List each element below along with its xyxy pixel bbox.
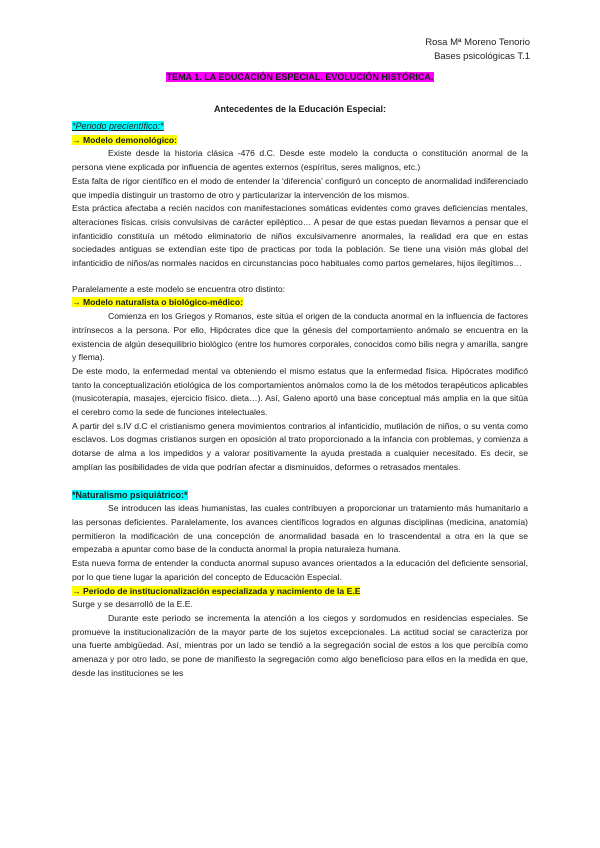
paragraph: Esta falta de rigor científico en el modo de entender la ‘diferencia’ configuró un concepto de anormalidad indiferenciado que impedía distinguir un trastorno de otro y particularizar la intervención de los mismos. — [72, 175, 528, 200]
page-header — [425, 36, 530, 64]
heading-periodo-precientifico: *Periodo precientífico:* — [72, 121, 164, 131]
author-name: Rosa Mª Moreno Tenorio — [425, 37, 530, 48]
document-body — [72, 114, 528, 680]
paragraph: Existe desde la historia clásica -476 d.C. Desde este modelo la conducta o constitución anormal de la persona viene explicada por influencia de agentes externos (espíritus, seres malignos, etc.) — [72, 148, 528, 173]
paragraph: Esta práctica afectaba a recién nacidos con manifestaciones somáticas evidentes como graves deficiencias mentales, alteraciones físicas. crisis convulsivas de carácter epiléptico… A pesar de que estas puedan llevarnos a pensar que el infanticidio constituía un método eliminatorio de niños exculsivamenre anormales, la realidad era que en estas sociedades antiguas se extendían este tipo de practicas por toda la población. Se tiene una visión más global del infanticidio de niños/as normales nacidos en circunstancias poco habituales como partos gemelares, hijos ilegítimos… — [72, 203, 528, 269]
paragraph: De este modo, la enfermedad mental va obteniendo el mismo estatus que la enfermedad física. Hipócrates modificó tanto la conceptualización etiológica de los comportamientos anómalos como la de los métodos terapéuticos aplicables (musicoterapia, masajes, ejercicio físico. dieta…). Así, Galeno aportó una base conceptual más amplia en la que sitúa el cerebro como la sede de funciones intelectuales. — [72, 365, 528, 418]
paragraph: Durante este periodo se incrementa la atención a los ciegos y sordomudos en residencias especiales. Se promueve la institucionalización de la mayor parte de los sujetos excepcionales. La actitud social se caracteriza por una fuerte ambigüedad. Así, mientras por un lado se tendió a la segregación social de estos a los que percibía como amenaza y por otro lado, se pone de manifiesto la segregación como algo beneficioso para ellos en la medida en que, desde las instituciones se les — [72, 612, 528, 678]
paragraph: Se introducen las ideas humanistas, las cuales contribuyen a proporcionar un tratamiento más humanitario a las personas deficientes. Paralelamente, los avances científicos logrados en algunas disciplinas (medicina, anatomía) permitieron la modificación de una concepción de anormalidad basada en lo trascendental a otra en la que se empezaba a apuntar como base de la conducta anormal la propia naturaleza humana. — [72, 503, 528, 555]
section-subtitle: Antecedentes de la Educación Especial: — [213, 104, 387, 114]
heading-modelo-demonologico: → Modelo demonológico: — [72, 134, 178, 145]
document-title-text: TEMA 1. LA EDUCACIÓN ESPECIAL. EVOLUCIÓN HISTÓRICA. — [166, 72, 434, 82]
paragraph: Surge y se desarrolló de la E.E. — [72, 599, 193, 610]
heading-modelo-naturalista: → Modelo naturalista o biológico-médico: — [72, 297, 243, 308]
heading-periodo-institucionalizacion: → Periodo de institucionalización especializada y nacimiento de la E.E — [72, 585, 361, 596]
paragraph: Comienza en los Griegos y Romanos, este sitúa el origen de la conducta anormal en la influencia de factores intrínsecos a la persona. Por ello, Hipócrates dice que la génesis del comportamiento anómalo se encuentra en la existencia de algún desequilibrio biológico (entre los humores corporales, conocidos como bilis negra y amarilla, sangre y flema). — [72, 311, 528, 363]
course-name: Bases psicológicas T.1 — [434, 51, 530, 62]
heading-naturalismo-psiquiatrico: *Naturalismo psiquiátrico:* — [72, 489, 188, 500]
document-title — [0, 72, 600, 82]
paragraph: A partir del s.IV d.C el cristianismo genera movimientos contrarios al infanticidio, mutilación de niños, o su venta como esclavos. Los dogmas cristianos surgen en oposición al trato proporcionado a la infancia con problemas, y comienza a dotarse de alma a los impedidos y a valorar positivamente la ayuda prestada a cualquier necesitado. Es decir, se amplían las posibilidades de vida que podrían afectar a disminuidos, deformes o retrasados mentales. — [72, 420, 528, 472]
paragraph: Paralelamente a este modelo se encuentra otro distinto: — [72, 283, 286, 294]
paragraph: Esta nueva forma de entender la conducta anormal supuso avances orientados a la educación del deficiente sensorial, por lo que tiene lugar la aparición del concepto de Educación Especial. — [72, 558, 528, 582]
